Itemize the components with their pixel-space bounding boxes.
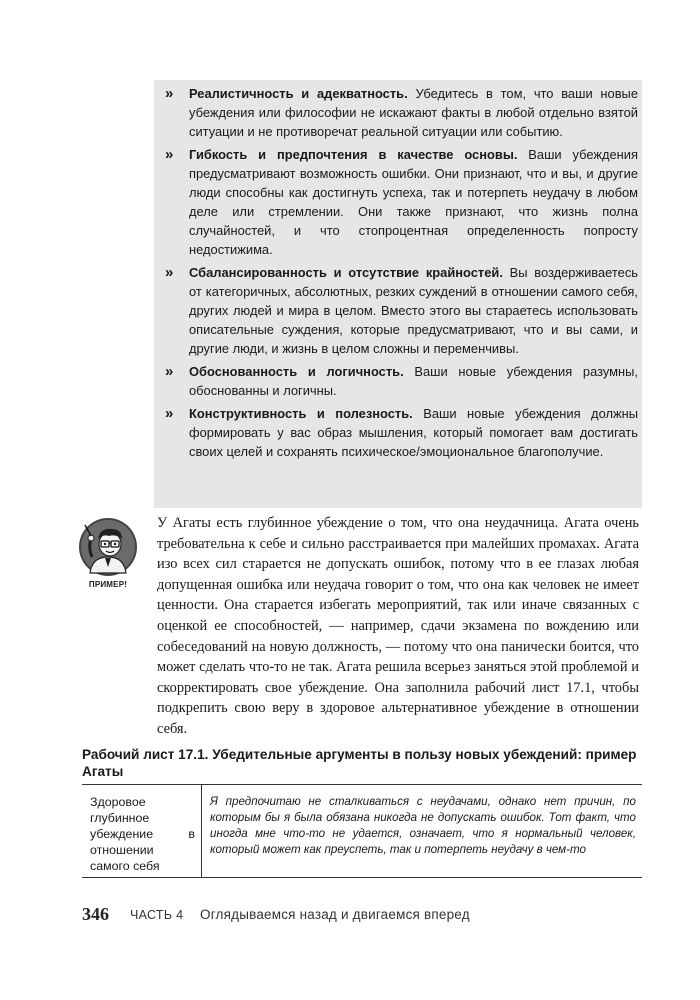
bullet-title: Гибкость и предпочтения в качестве основы.: [189, 147, 518, 162]
bullet-body: Ваши убеждения предусматривают возможность ошибки. Они признают, что и вы, и другие люди способны как достигнуть успеха, так и потерпеть неудачу в любом деле или стремлении. Они также признают, что жизнь полна случайностей, и что стопроцентная определенность попросту недостижима.: [189, 147, 638, 257]
bullet-text: [189, 362, 638, 400]
bullet-body: Ваши новые убеждения должны формировать у вас образ мышления, который помогает вам достигать своих целей и сохранять психическое/эмоциональное благополучие.: [189, 406, 638, 459]
page-number: 346: [82, 904, 109, 924]
worksheet-table: [82, 784, 642, 878]
example-label: ПРИМЕР!: [88, 580, 128, 589]
part-label: ЧАСТЬ 4: [130, 908, 184, 922]
worksheet-row-value: Я предпочитаю не сталкиваться с неудачами, однако нет причин, по которым бы я была обязана никогда не допускать ошибок. Тот факт, что иногда мне что-то не удается, означает, что я нормальный человек, который может как преуспеть, так и потерпеть неудачу в чем-то: [210, 795, 636, 856]
bullet-text: [189, 145, 638, 259]
bullet-body: Ваши новые убеждения разумны, обоснованны и логичны.: [189, 364, 638, 398]
bullet-text: [189, 84, 638, 141]
bullet-marker-icon: »: [165, 85, 174, 102]
bullet-text: [189, 263, 638, 358]
bullet-title: Обоснованность и логичность.: [189, 364, 404, 379]
bullet-marker-icon: »: [165, 146, 174, 163]
bullet-body: Вы воздерживаетесь от категоричных, абсолютных, резких суждений в отношении самого себя, других людей и мира в целом. Вместо этого вы стараетесь использовать описательные суждения, которые предусматривают, что и вы сами, и другие люди, и жизнь в целом сложны и переменчивы.: [189, 265, 638, 356]
bullet-body: Убедитесь в том, что ваши новые убеждения или философии не искажают факты в любой отдельно взятой ситуации и не противоречат реальной ситуации или событию.: [189, 86, 638, 139]
bullet-title: Сбалансированность и отсутствие крайностей.: [189, 265, 503, 280]
bullet-text: [189, 404, 638, 461]
list-item: [160, 362, 638, 400]
bullet-marker-icon: »: [165, 264, 174, 281]
worksheet-title: Рабочий лист 17.1. Убедительные аргументы в пользу новых убеждений: пример Агаты: [82, 747, 637, 779]
bullet-title: Реалистичность и адекватность.: [189, 86, 408, 101]
page-footer: [82, 904, 642, 928]
bullet-marker-icon: »: [165, 363, 174, 380]
example-paragraph: У Агаты есть глубинное убеждение о том, что она неудачница. Агата очень требовательна к себе и сильно расстраивается при малейших промахах. Агата изо всех сил старается не допускать ошибок, потому что в ее глазах любая допущенная ошибка или неудача говорит о том, что она как человек не имеет ценности. Она старается избегать мероприятий, так или иначе связанных с оценкой ее способностей, — например, сдачи экзамена по вождению или собеседований на новую должность, — потому что она панически боится, что может сделать что-то не так. Агата решила всерьез заняться этой проблемой и скорректировать свое убеждение. Она заполнила рабочий лист 17.1, чтобы подкрепить свою веру в здоровое альтернативное убеждение в отношении себя.: [157, 515, 639, 737]
criteria-list: [160, 84, 638, 465]
bullet-marker-icon: »: [165, 405, 174, 422]
part-title: Оглядываемся назад и двигаемся вперед: [200, 907, 470, 922]
example-person-icon: [78, 517, 138, 577]
list-item: [160, 145, 638, 259]
worksheet-row-label: Здоровое глубинное убеждение в отношении самого себя: [82, 785, 202, 877]
list-item: [160, 263, 638, 358]
list-item: [160, 84, 638, 141]
list-item: [160, 404, 638, 461]
bullet-title: Конструктивность и полезность.: [189, 406, 413, 421]
